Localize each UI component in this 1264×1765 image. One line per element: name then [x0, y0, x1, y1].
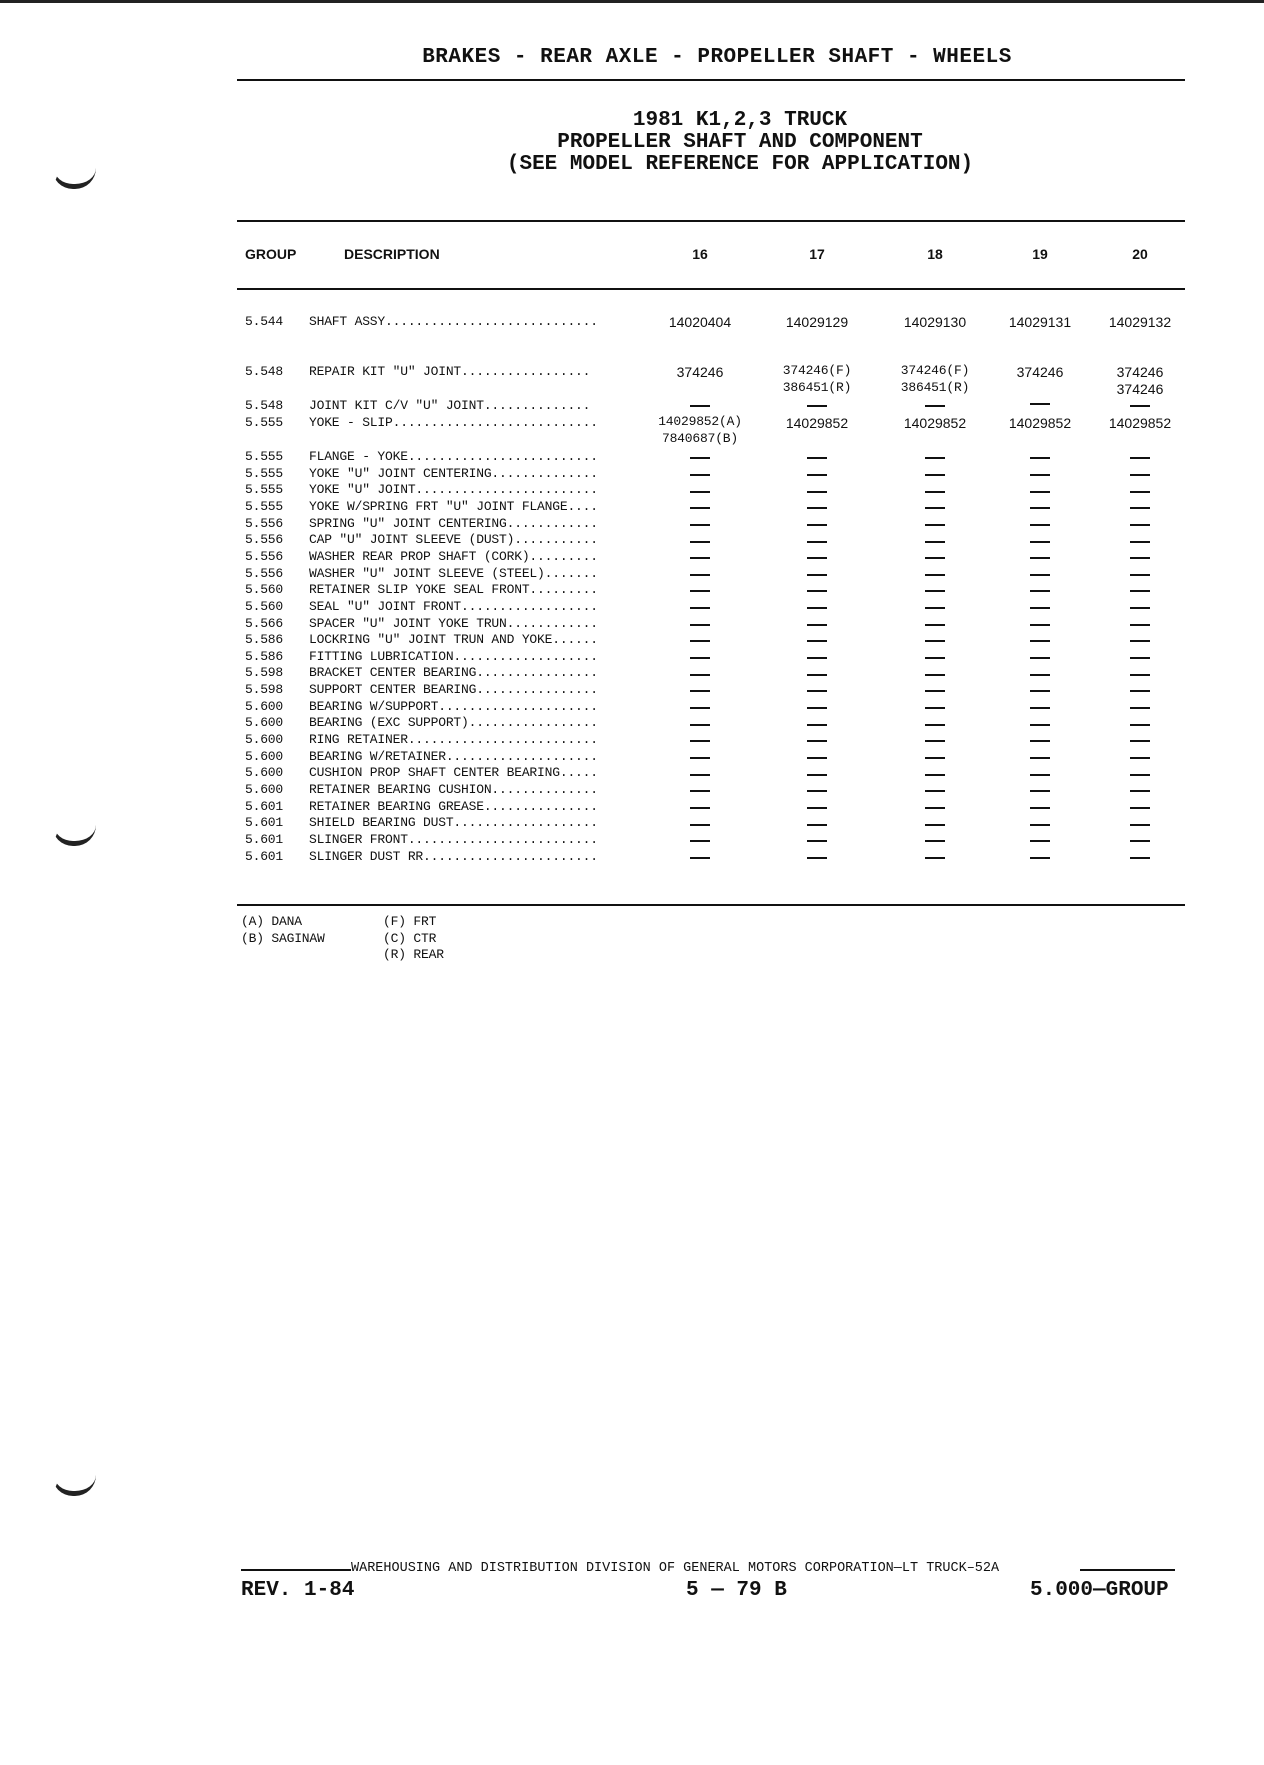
not-applicable-dash [925, 683, 945, 701]
group-cell: 5.601 [245, 848, 284, 864]
not-applicable-dash [1030, 766, 1050, 784]
description-cell: FLANGE - YOKE......................... [309, 449, 598, 464]
not-applicable-dash [925, 583, 945, 601]
legend-positions [383, 914, 444, 964]
description-cell: BRACKET CENTER BEARING................ [309, 665, 598, 681]
description-cell: SUPPORT CENTER BEARING................ [309, 682, 598, 698]
description-cell: CUSHION PROP SHAFT CENTER BEARING..... [309, 765, 598, 781]
description-cell: BEARING W/RETAINER.................... [309, 748, 598, 764]
not-applicable-dash [690, 733, 710, 751]
not-applicable-dash [925, 499, 945, 517]
binder-hole-mark [52, 1475, 96, 1496]
not-applicable-dash [1030, 466, 1050, 484]
group-cell: 5.560 [245, 582, 284, 598]
part-number-19: 14029852 [1008, 415, 1072, 431]
not-applicable-dash [807, 483, 827, 501]
not-applicable-dash [925, 699, 945, 717]
part-number-18: 374246(F) [900, 363, 970, 378]
not-applicable-dash [807, 633, 827, 651]
column-header-17: 17 [809, 246, 825, 262]
not-applicable-dash [807, 616, 827, 634]
footer-page-number: 5 — 79 B [686, 1579, 787, 1602]
not-applicable-dash [1030, 633, 1050, 651]
not-applicable-dash [1130, 699, 1150, 717]
not-applicable-dash [925, 599, 945, 617]
not-applicable-dash [1130, 666, 1150, 684]
column-header-description: DESCRIPTION [344, 246, 440, 262]
not-applicable-dash [1130, 849, 1150, 867]
column-header-20: 20 [1132, 246, 1148, 262]
not-applicable-dash [690, 566, 710, 584]
group-cell: 5.600 [245, 748, 284, 764]
not-applicable-dash [925, 616, 945, 634]
legend-item: (R) REAR [383, 947, 444, 963]
legend-item: (C) CTR [383, 930, 437, 946]
part-number-19: 374246 [1016, 364, 1064, 380]
not-applicable-dash [807, 783, 827, 801]
not-applicable-dash [1130, 749, 1150, 767]
part-number-17: 14029852 [785, 415, 849, 431]
binder-hole-mark [52, 825, 96, 846]
part-number-18: 14029852 [903, 415, 967, 431]
table-top-rule [237, 220, 1185, 222]
part-number-20: 374246 [1116, 364, 1164, 380]
legend-item: (B) SAGINAW [241, 930, 325, 946]
part-number-17: 374246(F) [782, 363, 852, 378]
not-applicable-dash [925, 516, 945, 534]
not-applicable-dash [807, 450, 827, 468]
description-cell: WASHER "U" JOINT SLEEVE (STEEL)....... [309, 565, 598, 581]
legend-suppliers [241, 914, 325, 947]
group-cell: 5.555 [245, 415, 284, 430]
top-rule [0, 0, 1264, 3]
not-applicable-dash [1130, 566, 1150, 584]
not-applicable-dash [1030, 516, 1050, 534]
not-applicable-dash [925, 483, 945, 501]
not-applicable-dash [690, 699, 710, 717]
footer-rule-right [1080, 1569, 1175, 1571]
not-applicable-dash [1030, 749, 1050, 767]
description-cell: YOKE - SLIP........................... [309, 415, 598, 430]
not-applicable-dash [1130, 783, 1150, 801]
legend-item: (A) DANA [241, 914, 302, 929]
not-applicable-dash [690, 483, 710, 501]
group-cell: 5.600 [245, 732, 284, 748]
not-applicable-dash [690, 783, 710, 801]
not-applicable-dash [690, 466, 710, 484]
not-applicable-dash [1130, 766, 1150, 784]
header-rule [237, 79, 1185, 81]
header-bottom-rule [237, 288, 1185, 290]
not-applicable-dash [807, 533, 827, 551]
not-applicable-dash [1130, 832, 1150, 850]
not-applicable-dash [925, 816, 945, 834]
description-cell: BEARING (EXC SUPPORT)................. [309, 715, 598, 731]
not-applicable-dash [1030, 450, 1050, 468]
description-cell: WASHER REAR PROP SHAFT (CORK)......... [309, 548, 598, 564]
not-applicable-dash [925, 397, 945, 415]
group-cell: 5.598 [245, 665, 284, 681]
part-number-18-alt: 386451(R) [900, 380, 970, 395]
not-applicable-dash [925, 799, 945, 817]
not-applicable-dash [807, 683, 827, 701]
title-line-1: 1981 K1,2,3 TRUCK [632, 109, 848, 132]
not-applicable-dash [925, 849, 945, 867]
not-applicable-dash [807, 649, 827, 667]
not-applicable-dash [690, 649, 710, 667]
not-applicable-dash [1130, 733, 1150, 751]
footer-revision: REV. 1-84 [241, 1579, 355, 1602]
part-number-17: 14029129 [785, 314, 849, 330]
group-cell: 5.555 [245, 449, 284, 464]
not-applicable-dash [925, 466, 945, 484]
not-applicable-dash [690, 397, 710, 415]
part-number-16: 374246 [676, 364, 724, 380]
not-applicable-dash [690, 516, 710, 534]
part-number-16: 14029852(A) [658, 414, 742, 429]
not-applicable-dash [807, 599, 827, 617]
not-applicable-dash [925, 832, 945, 850]
column-header-16: 16 [692, 246, 708, 262]
not-applicable-dash [807, 566, 827, 584]
not-applicable-dash [1030, 699, 1050, 717]
description-cell: CAP "U" JOINT SLEEVE (DUST)........... [309, 532, 598, 548]
not-applicable-dash [925, 766, 945, 784]
group-cell: 5.555 [245, 498, 284, 514]
not-applicable-dash [925, 666, 945, 684]
not-applicable-dash [1030, 816, 1050, 834]
not-applicable-dash [1130, 516, 1150, 534]
group-cell: 5.600 [245, 765, 284, 781]
group-cell: 5.555 [245, 465, 284, 481]
not-applicable-dash [1030, 849, 1050, 867]
not-applicable-dash [1030, 733, 1050, 751]
not-applicable-dash [1030, 616, 1050, 634]
group-cell: 5.598 [245, 682, 284, 698]
not-applicable-dash [1030, 716, 1050, 734]
group-cell: 5.555 [245, 482, 284, 498]
group-cell: 5.586 [245, 648, 284, 664]
not-applicable-dash [925, 716, 945, 734]
group-cell: 5.600 [245, 715, 284, 731]
not-applicable-dash [807, 516, 827, 534]
column-header-18: 18 [927, 246, 943, 262]
part-number-19: 14029131 [1008, 314, 1072, 330]
title-line-2: PROPELLER SHAFT AND COMPONENT [557, 131, 923, 154]
not-applicable-dash [925, 549, 945, 567]
not-applicable-dash [1130, 549, 1150, 567]
group-cell: 5.601 [245, 831, 284, 847]
section-header: BRAKES - REAR AXLE - PROPELLER SHAFT - WHEELS [422, 46, 1012, 69]
not-applicable-dash [807, 699, 827, 717]
description-cell: RING RETAINER......................... [309, 732, 598, 748]
binder-hole-mark [52, 168, 96, 189]
group-cell: 5.556 [245, 515, 284, 531]
not-applicable-dash [1130, 483, 1150, 501]
not-applicable-dash [925, 566, 945, 584]
description-cell: SLINGER DUST RR....................... [309, 848, 598, 864]
part-number-18: 14029130 [903, 314, 967, 330]
not-applicable-dash [807, 832, 827, 850]
not-applicable-dash [690, 832, 710, 850]
description-cell: RETAINER BEARING GREASE............... [309, 798, 598, 814]
page-title [440, 110, 1040, 176]
not-applicable-dash [690, 533, 710, 551]
group-cell: 5.601 [245, 815, 284, 831]
not-applicable-dash [1030, 583, 1050, 601]
description-cell: JOINT KIT C/V "U" JOINT.............. [309, 398, 591, 413]
group-cell: 5.601 [245, 798, 284, 814]
not-applicable-dash [925, 633, 945, 651]
not-applicable-dash [1130, 499, 1150, 517]
not-applicable-dash [1030, 566, 1050, 584]
description-cell: RETAINER SLIP YOKE SEAL FRONT......... [309, 582, 598, 598]
not-applicable-dash [1030, 666, 1050, 684]
not-applicable-dash [1130, 816, 1150, 834]
not-applicable-dash [1130, 616, 1150, 634]
description-cell: LOCKRING "U" JOINT TRUN AND YOKE...... [309, 632, 598, 648]
not-applicable-dash [807, 583, 827, 601]
group-cell: 5.566 [245, 615, 284, 631]
not-applicable-dash [925, 749, 945, 767]
description-cell: YOKE "U" JOINT CENTERING.............. [309, 465, 598, 481]
not-applicable-dash [807, 733, 827, 751]
description-cell: SPRING "U" JOINT CENTERING............ [309, 515, 598, 531]
not-applicable-dash [1130, 397, 1150, 415]
not-applicable-dash [807, 849, 827, 867]
not-applicable-dash [690, 849, 710, 867]
description-cell: SLINGER FRONT......................... [309, 831, 598, 847]
not-applicable-dash [925, 533, 945, 551]
group-cell: 5.600 [245, 782, 284, 797]
part-number-16: 14020404 [668, 314, 732, 330]
not-applicable-dash [925, 450, 945, 468]
not-applicable-dash [1030, 533, 1050, 551]
not-applicable-dash [807, 397, 827, 415]
footer-rule-left [241, 1569, 351, 1571]
part-number-20-alt: 374246 [1116, 381, 1164, 397]
not-applicable-dash [690, 799, 710, 817]
title-line-3: (SEE MODEL REFERENCE FOR APPLICATION) [506, 153, 974, 176]
group-cell: 5.556 [245, 532, 284, 548]
description-cell: YOKE "U" JOINT........................ [309, 482, 598, 498]
not-applicable-dash [1130, 633, 1150, 651]
description-cell: SHIELD BEARING DUST................... [309, 815, 598, 831]
not-applicable-dash [1030, 499, 1050, 517]
group-cell: 5.586 [245, 632, 284, 648]
part-number-20: 14029132 [1108, 314, 1172, 330]
description-cell: YOKE W/SPRING FRT "U" JOINT FLANGE.... [309, 498, 598, 514]
not-applicable-dash [690, 766, 710, 784]
not-applicable-dash [1030, 599, 1050, 617]
not-applicable-dash [690, 816, 710, 834]
not-applicable-dash [690, 716, 710, 734]
not-applicable-dash [690, 583, 710, 601]
not-applicable-dash [807, 466, 827, 484]
not-applicable-dash [1030, 783, 1050, 801]
group-cell: 5.560 [245, 598, 284, 614]
not-applicable-dash [807, 666, 827, 684]
not-applicable-dash [690, 450, 710, 468]
not-applicable-dash [1030, 832, 1050, 850]
not-applicable-dash [807, 766, 827, 784]
not-applicable-dash [1130, 533, 1150, 551]
not-applicable-dash [1130, 583, 1150, 601]
table-bottom-rule [237, 904, 1185, 906]
group-cell: 5.600 [245, 698, 284, 714]
not-applicable-dash [690, 749, 710, 767]
footer-group: 5.000—GROUP [1030, 1579, 1169, 1602]
part-number-17-alt: 386451(R) [782, 380, 852, 395]
group-cell: 5.556 [245, 565, 284, 581]
part-number-20: 14029852 [1108, 415, 1172, 431]
not-applicable-dash [690, 499, 710, 517]
description-cell: SPACER "U" JOINT YOKE TRUN............ [309, 615, 598, 631]
not-applicable-dash [1130, 466, 1150, 484]
not-applicable-dash [1130, 599, 1150, 617]
description-cell: SHAFT ASSY............................ [309, 314, 598, 329]
not-applicable-dash [1030, 649, 1050, 667]
column-header-19: 19 [1032, 246, 1048, 262]
not-applicable-dash [1130, 649, 1150, 667]
not-applicable-dash [690, 616, 710, 634]
column-header-group: GROUP [245, 246, 297, 262]
description-cell: FITTING LUBRICATION................... [309, 648, 598, 664]
description-cell: RETAINER BEARING CUSHION.............. [309, 782, 598, 797]
group-cell: 5.548 [245, 364, 284, 379]
not-applicable-dash [690, 666, 710, 684]
not-applicable-dash [1030, 799, 1050, 817]
group-cell: 5.544 [245, 314, 284, 329]
footer-division: WAREHOUSING AND DISTRIBUTION DIVISION OF GENERAL MOTORS CORPORATION—LT TRUCK–52A [351, 1561, 1000, 1576]
part-number-16-alt: 7840687(B) [661, 431, 738, 446]
not-applicable-dash [690, 549, 710, 567]
not-applicable-dash [807, 549, 827, 567]
not-applicable-dash [690, 683, 710, 701]
group-cell: 5.548 [245, 398, 284, 413]
not-applicable-dash [1130, 450, 1150, 468]
not-applicable-dash [1030, 683, 1050, 701]
not-applicable-dash [925, 783, 945, 801]
not-applicable-dash [925, 649, 945, 667]
legend-item: (F) FRT [383, 914, 437, 929]
not-applicable-dash [1030, 395, 1050, 413]
not-applicable-dash [807, 499, 827, 517]
not-applicable-dash [1130, 716, 1150, 734]
not-applicable-dash [807, 716, 827, 734]
not-applicable-dash [1130, 683, 1150, 701]
not-applicable-dash [925, 733, 945, 751]
not-applicable-dash [690, 633, 710, 651]
not-applicable-dash [807, 749, 827, 767]
not-applicable-dash [807, 799, 827, 817]
not-applicable-dash [1030, 483, 1050, 501]
not-applicable-dash [1030, 549, 1050, 567]
description-cell: SEAL "U" JOINT FRONT.................. [309, 598, 598, 614]
description-cell: REPAIR KIT "U" JOINT................. [309, 364, 591, 379]
group-cell: 5.556 [245, 548, 284, 564]
description-cell: BEARING W/SUPPORT..................... [309, 698, 598, 714]
not-applicable-dash [1130, 799, 1150, 817]
not-applicable-dash [690, 599, 710, 617]
not-applicable-dash [807, 816, 827, 834]
